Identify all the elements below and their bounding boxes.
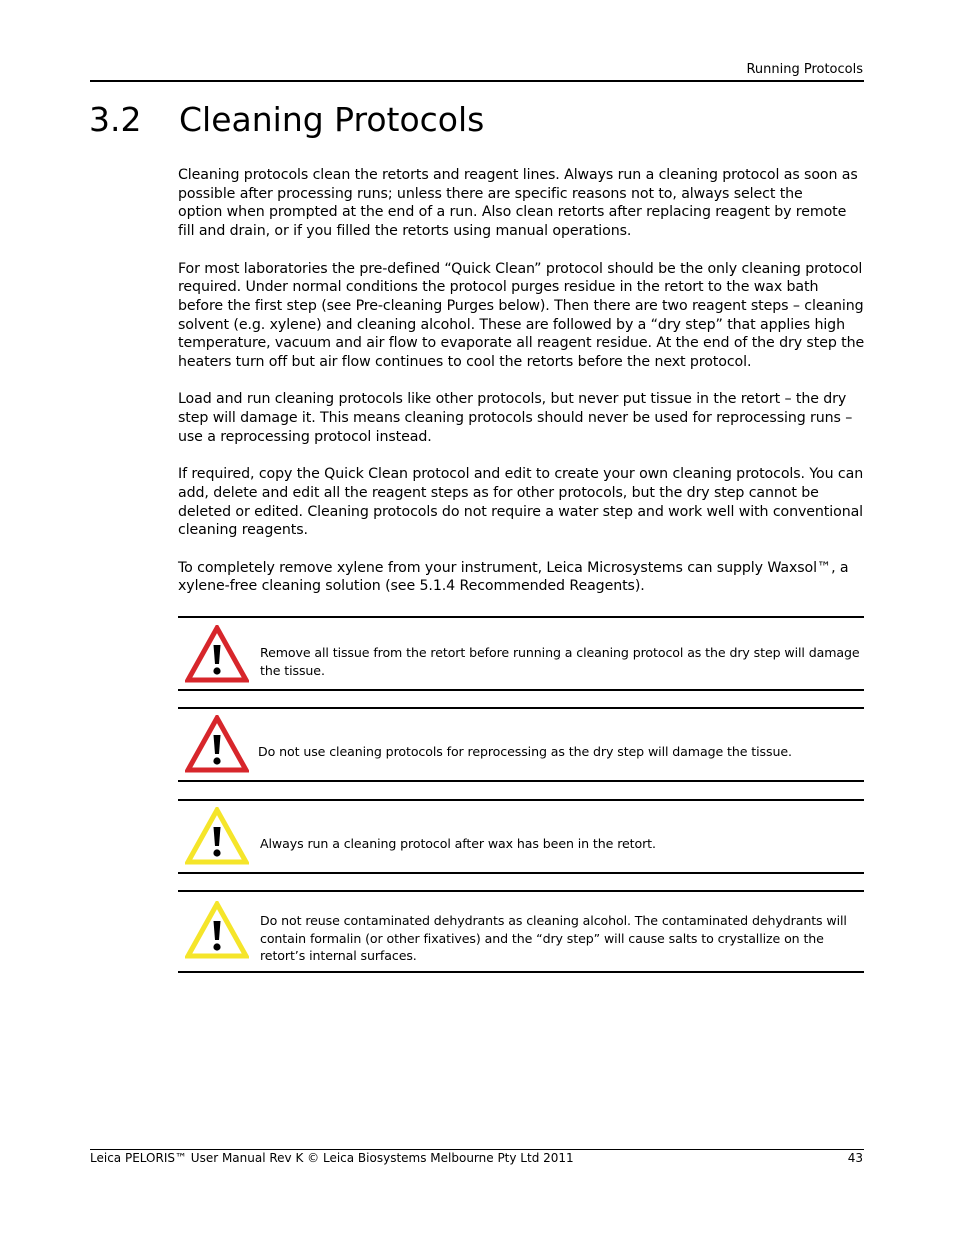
paragraph-4: If required, copy the Quick Clean protocol and edit to create your own cleaning protocols. You can add, delete and edit all the reagent steps as for other protocols, but the dry step cannot be deleted or edited. Cleaning protocols do not require a water step and work well with conventional cleaning reagents.	[178, 466, 864, 539]
warning-triangle-red-icon	[185, 625, 249, 683]
warning-notice-1	[178, 616, 864, 691]
body-text	[178, 166, 866, 615]
warning-triangle-red-icon	[185, 715, 249, 773]
caution-notice-2	[178, 890, 864, 973]
paragraph-1-part-b: option when prompted at the end of a run. Also clean retorts after replacing reagent by remote fill and drain, or if you filled the retorts using manual operations.	[178, 204, 847, 240]
section-title	[89, 100, 484, 139]
section-number: 3.2	[89, 100, 142, 139]
section-title-text: Cleaning Protocols	[179, 100, 485, 139]
warning-notice-2	[178, 707, 864, 782]
paragraph-1	[178, 166, 866, 241]
paragraph-1-part-a: Cleaning protocols clean the retorts and reagent lines. Always run a cleaning protocol as soon as possible after processing runs; unless there are specific reasons not to, always select the	[178, 167, 858, 202]
caution-triangle-yellow-icon	[185, 901, 249, 959]
paragraph-5: To completely remove xylene from your instrument, Leica Microsystems can supply Waxsol™, a xylene-free cleaning solution (see 5.1.4 Recommended Reagents).	[178, 559, 849, 595]
caution-notice-1	[178, 799, 864, 874]
notice-text: Remove all tissue from the retort before running a cleaning protocol as the dry step will damage the tissue.	[260, 645, 860, 678]
footer-rule	[90, 1149, 864, 1150]
paragraph-2: For most laboratories the pre-defined “Quick Clean” protocol should be the only cleaning protocol required. Under normal conditions the protocol purges residue in the retort to the wax bath before the first step (see Pre-cleaning Purges below). Then there are two reagent steps – cleaning solvent (e.g. xylene) and cleaning alcohol. These are followed by a “dry step” that applies high temperature, vacuum and air flow to evaporate all reagent residue. At the end of the dry step the heaters turn off but air flow continues to cool the retorts before the next protocol.	[178, 260, 865, 371]
running-header: Running Protocols	[746, 62, 863, 77]
paragraph-3: Load and run cleaning protocols like other protocols, but never put tissue in the retort – the dry step will damage it. This means cleaning protocols should never be used for reprocessing runs – use a reprocessing protocol instead.	[178, 391, 853, 445]
footer-copyright: Leica PELORIS™ User Manual Rev K © Leica Biosystems Melbourne Pty Ltd 2011	[90, 1151, 574, 1165]
notice-text: Always run a cleaning protocol after wax has been in the retort.	[260, 836, 656, 851]
notice-text: Do not use cleaning protocols for reprocessing as the dry step will damage the tissue.	[258, 744, 792, 759]
caution-triangle-yellow-icon	[185, 807, 249, 865]
page-number: 43	[847, 1151, 863, 1165]
notice-text: Do not reuse contaminated dehydrants as cleaning alcohol. The contaminated dehydrants will contain formalin (or other fixatives) and the “dry step” will cause salts to crystallize on the retort’s internal surfaces.	[260, 913, 847, 963]
header-rule	[90, 80, 864, 82]
